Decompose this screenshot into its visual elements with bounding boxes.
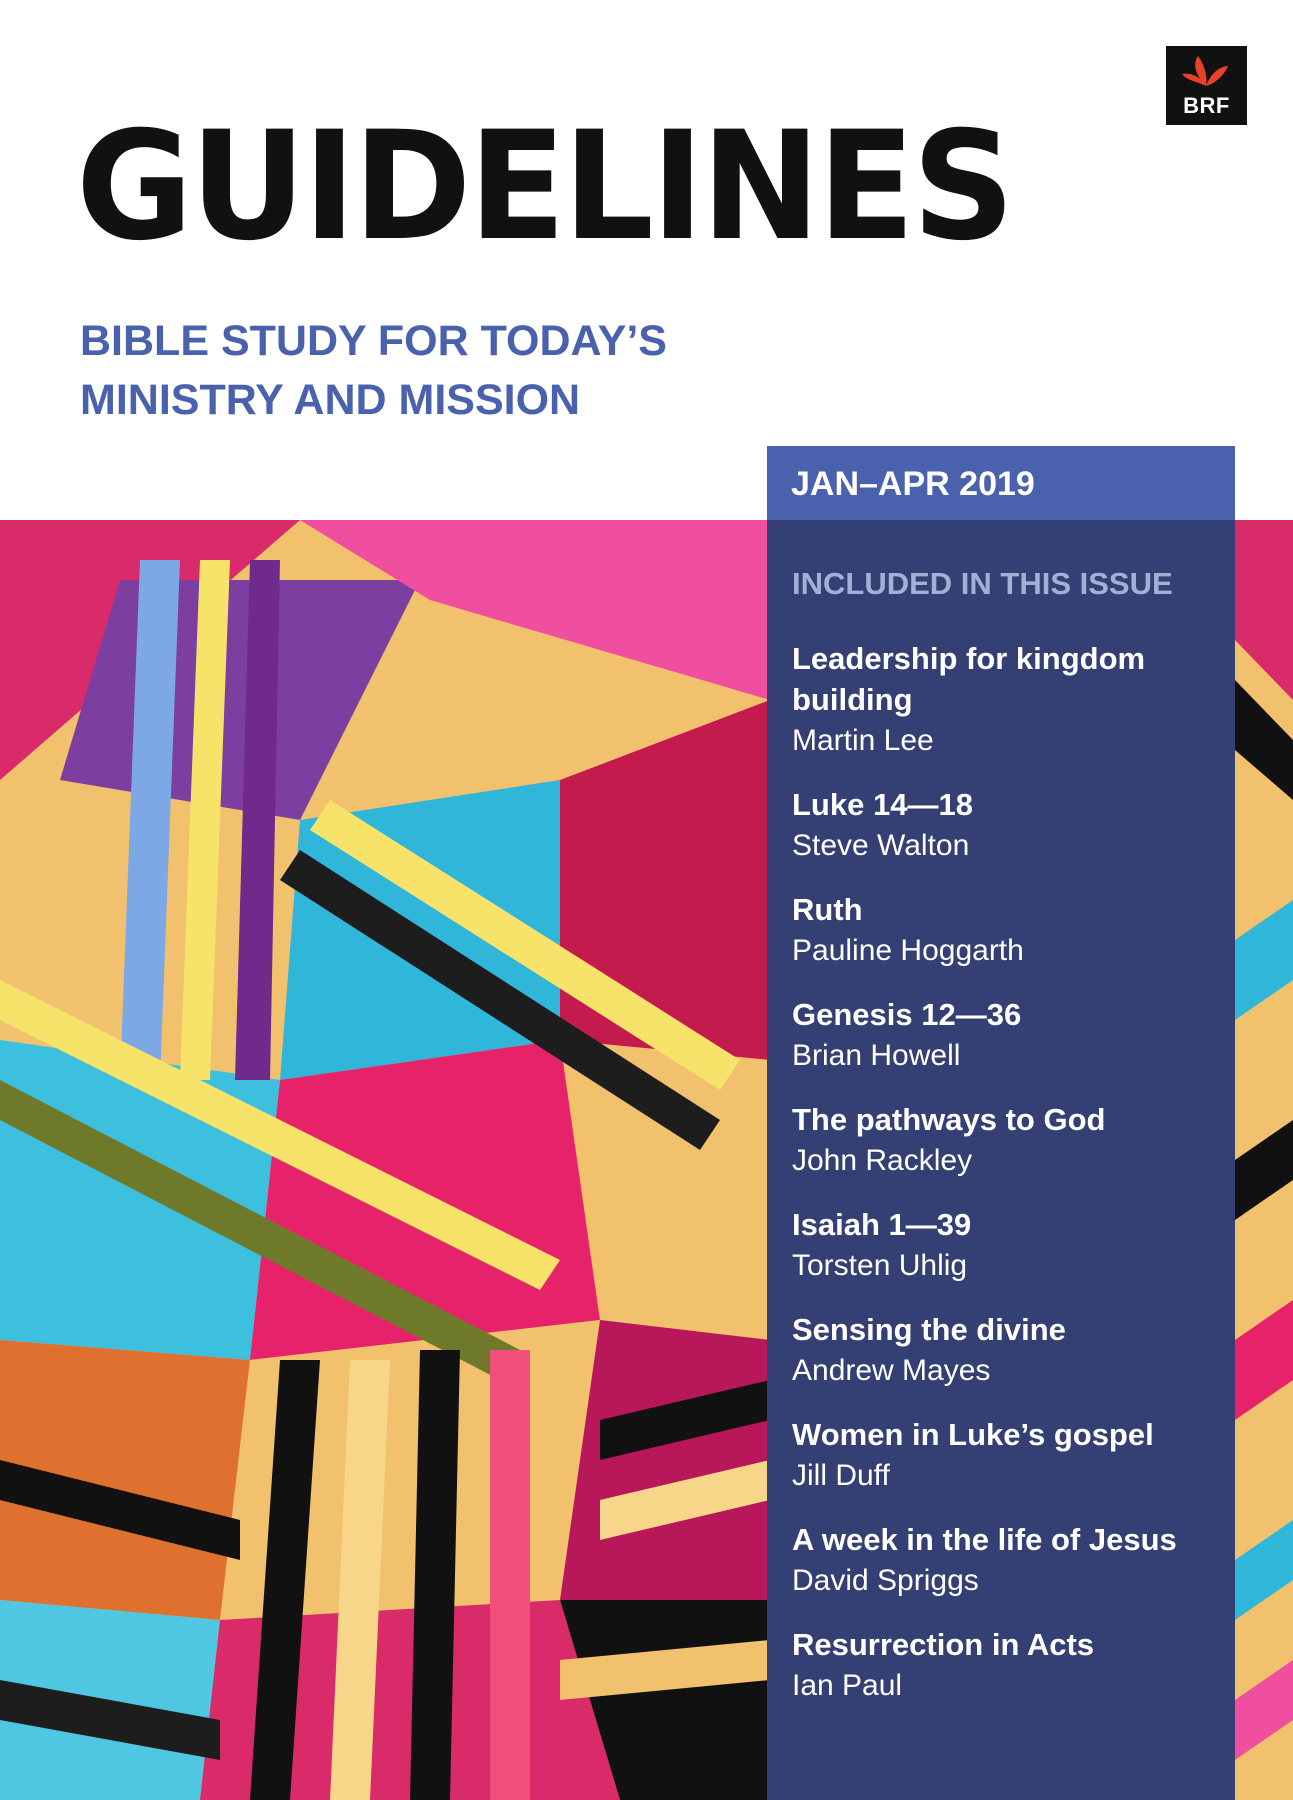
contents-item-title: Isaiah 1—39 xyxy=(792,1207,972,1242)
contents-item-title: Ruth xyxy=(792,892,863,927)
contents-item-author: David Spriggs xyxy=(792,1564,979,1597)
issue-date-tab xyxy=(767,446,1235,520)
contents-item xyxy=(792,889,1232,972)
contents-item-author: Martin Lee xyxy=(792,724,934,757)
contents-item-author: Steve Walton xyxy=(792,829,970,862)
subtitle-line: BIBLE STUDY FOR TODAY’S xyxy=(80,317,667,365)
contents-item xyxy=(792,1414,1232,1497)
magazine-title: GUIDELINES xyxy=(76,100,1012,274)
contents-panel xyxy=(767,520,1235,1800)
contents-item-title: Resurrection in Acts xyxy=(792,1627,1095,1662)
contents-item-author: Ian Paul xyxy=(792,1669,903,1702)
contents-item xyxy=(792,994,1232,1077)
contents-item xyxy=(792,1519,1232,1602)
contents-heading: INCLUDED IN THIS ISSUE xyxy=(792,566,1173,601)
issue-date: JAN–APR 2019 xyxy=(791,465,1035,503)
contents-item xyxy=(792,1204,1232,1287)
logo-text: BRF xyxy=(1183,93,1230,118)
subtitle-line: MINISTRY AND MISSION xyxy=(80,376,581,424)
brf-logo xyxy=(1166,46,1247,125)
contents-item-title: A week in the life of Jesus xyxy=(792,1522,1177,1557)
contents-item-author: Brian Howell xyxy=(792,1039,961,1072)
magazine-subtitle xyxy=(80,312,667,430)
contents-item-author: Pauline Hoggarth xyxy=(792,934,1024,967)
contents-list xyxy=(792,638,1232,1729)
contents-item xyxy=(792,1624,1232,1707)
contents-item-title: Sensing the divine xyxy=(792,1312,1066,1347)
contents-item xyxy=(792,784,1232,867)
contents-item-author: Jill Duff xyxy=(792,1459,890,1492)
contents-item-title: The pathways to God xyxy=(792,1102,1106,1137)
contents-item-author: John Rackley xyxy=(792,1144,973,1177)
contents-item-title: Luke 14—18 xyxy=(792,787,973,822)
contents-item-title: Women in Luke’s gospel xyxy=(792,1417,1154,1452)
contents-item xyxy=(792,1309,1232,1392)
contents-item-author: Andrew Mayes xyxy=(792,1354,991,1387)
contents-item xyxy=(792,1099,1232,1182)
contents-item-title: Genesis 12—36 xyxy=(792,997,1022,1032)
contents-item xyxy=(792,638,1232,762)
contents-item-author: Torsten Uhlig xyxy=(792,1249,968,1282)
contents-item-title: Leadership for kingdom building xyxy=(792,641,1146,717)
